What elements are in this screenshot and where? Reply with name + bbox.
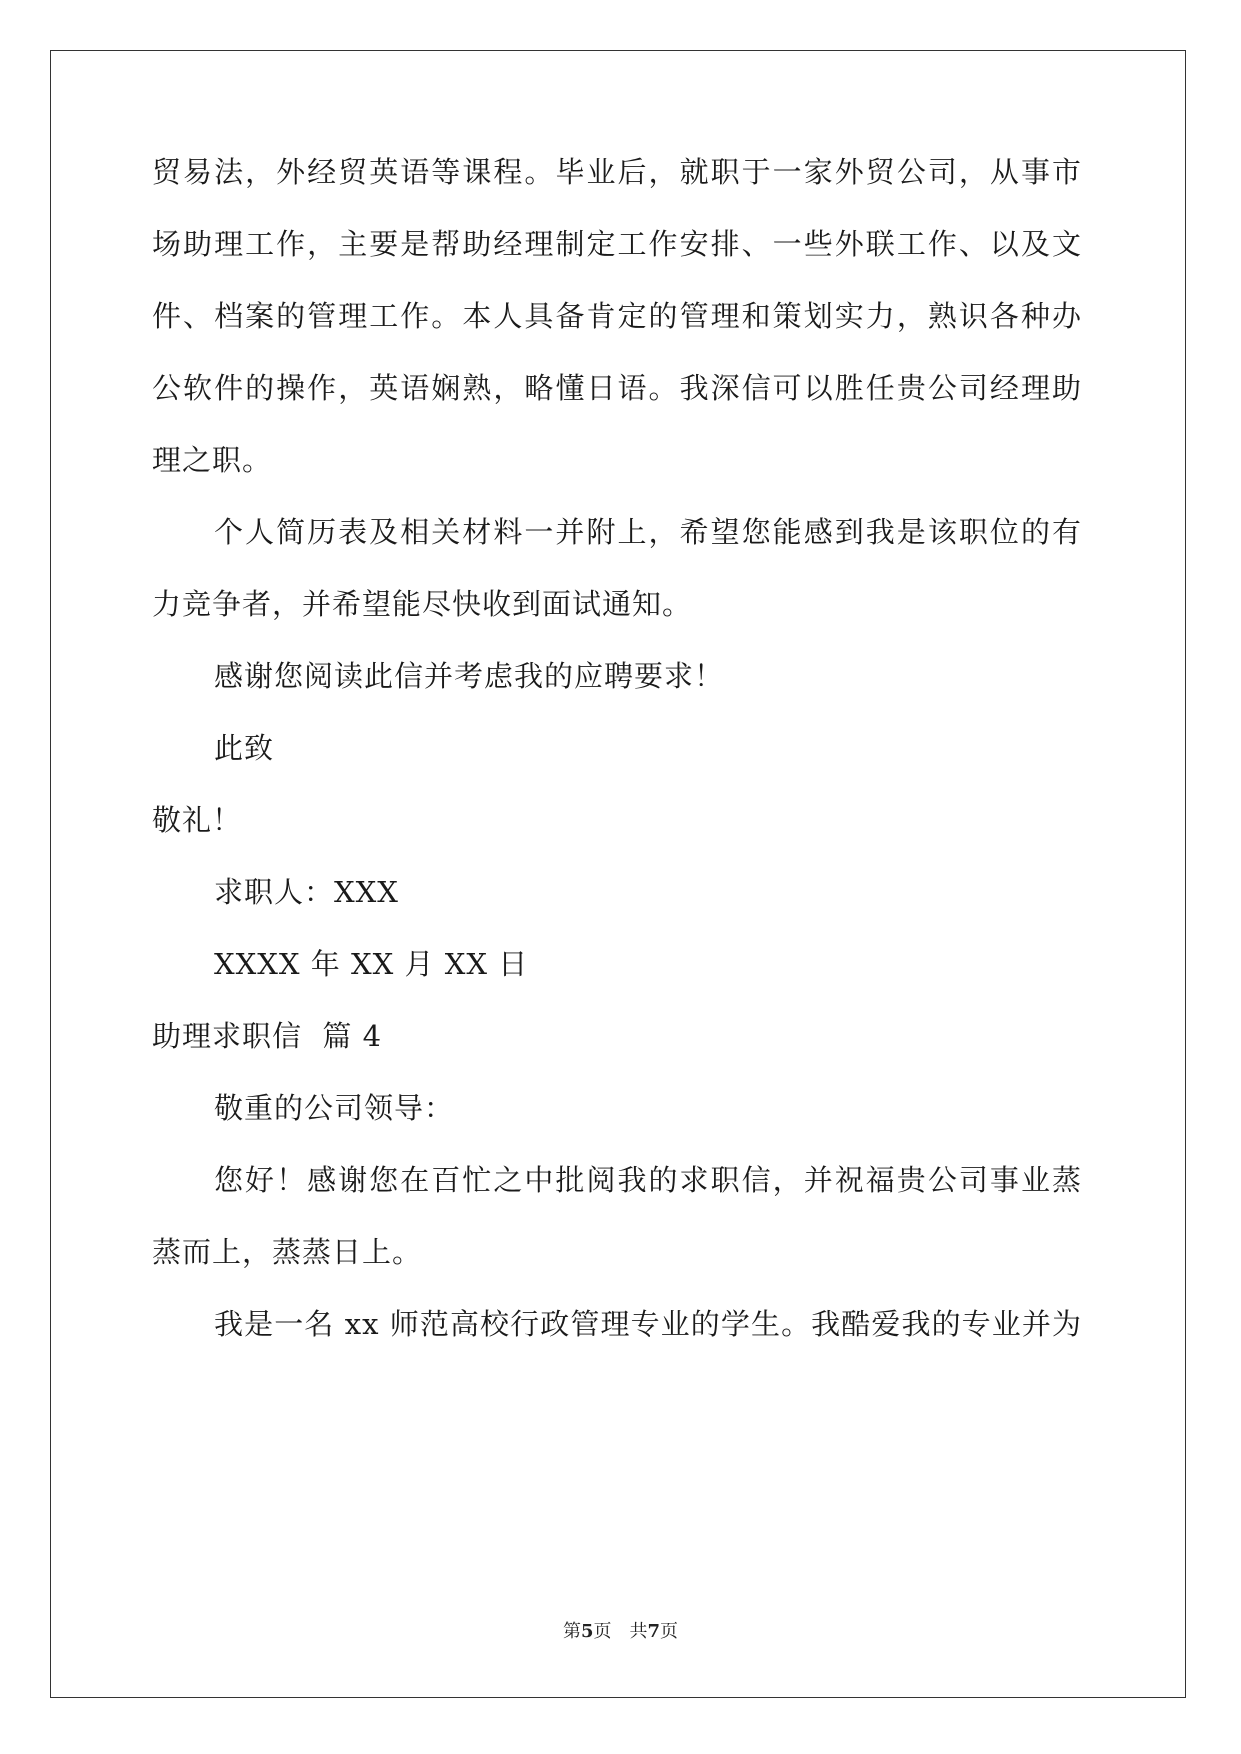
page-suffix: 页: [593, 1621, 612, 1642]
paragraph-line: 蒸而上，蒸蒸日上。: [152, 1235, 423, 1269]
paragraph-line: 件、档案的管理工作。本人具备肯定的管理和策划实力，熟识各种办: [152, 299, 1082, 333]
paragraph-line: 感谢您阅读此信并考虑我的应聘要求！: [214, 659, 725, 693]
paragraph-line: 场助理工作，主要是帮助经理制定工作安排、一些外联工作、以及文: [152, 227, 1082, 261]
paragraph-line: 您好！感谢您在百忙之中批阅我的求职信，并祝福贵公司事业蒸: [214, 1163, 1082, 1197]
total-pages-number: 7: [647, 1621, 661, 1642]
paragraph-line: 我是一名 xx 师范高校行政管理专业的学生。我酷爱我的专业并为: [214, 1307, 1082, 1341]
page-prefix: 第: [562, 1621, 581, 1642]
closing-salute: 敬礼！: [152, 803, 243, 837]
applicant-signature: 求职人：XXX: [214, 875, 399, 909]
paragraph-line: 理之职。: [152, 443, 273, 477]
page-footer: [0, 1620, 1241, 1644]
paragraph-line: 贸易法，外经贸英语等课程。毕业后，就职于一家外贸公司，从事市: [152, 155, 1082, 189]
current-page-number: 5: [580, 1621, 594, 1642]
total-suffix: 页: [660, 1621, 679, 1642]
total-prefix: 共: [629, 1621, 648, 1642]
closing-greeting: 此致: [214, 731, 275, 765]
section-heading: 助理求职信 篇 4: [152, 1019, 383, 1053]
salutation: 敬重的公司领导：: [214, 1091, 455, 1125]
paragraph-line: 个人简历表及相关材料一并附上，希望您能感到我是该职位的有: [214, 515, 1082, 549]
paragraph-line: 力竞争者，并希望能尽快收到面试通知。: [152, 587, 693, 621]
letter-date: XXXX 年 XX 月 XX 日: [214, 947, 529, 981]
paragraph-line: 公软件的操作，英语娴熟，略懂日语。我深信可以胜任贵公司经理助: [152, 371, 1082, 405]
